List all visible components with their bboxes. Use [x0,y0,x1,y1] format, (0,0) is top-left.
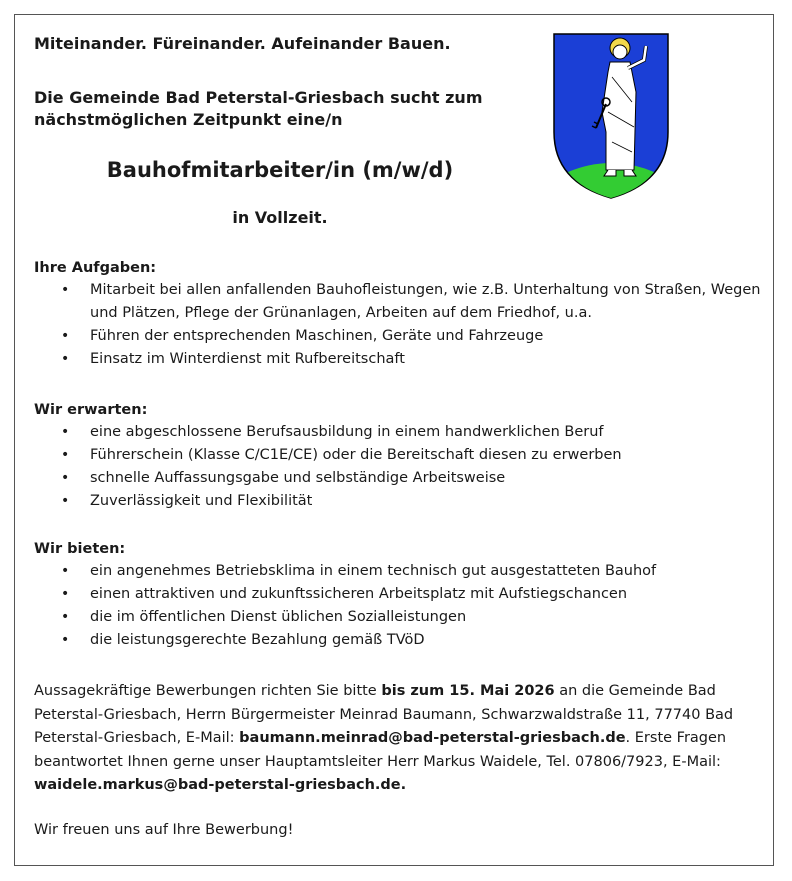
offer-section [34,541,764,652]
expect-title: Wir erwarten: [34,402,148,418]
email-link-office[interactable]: waidele.markus@bad-peterstal-griesbach.de. [34,777,407,793]
email-link-mayor[interactable]: baumann.meinrad@bad-peterstal-griesbach.de [239,730,626,746]
tasks-title: Ihre Aufgaben: [34,260,157,276]
application-part1: Aussagekräftige Bewerbungen richten Sie bitte [34,683,382,699]
list-item: • die leistungsgerechte Bezahlung gemäß TVöD [34,629,764,652]
tasks-section [34,260,764,371]
list-item: • Mitarbeit bei allen anfallenden Bauhofleistungen, wie z.B. Unterhaltung von Straßen, Wegen und Plätzen, Pflege der Grünanlagen, Arbeiten auf dem Friedhof, u.a. [34,279,764,325]
application-text [34,680,764,798]
list-item: • Führerschein (Klasse C/C1E/CE) oder die Bereitschaft diesen zu erwerben [34,444,764,467]
application-part2: an die Gemeinde Bad Peterstal-Griesbach, Herrn Bürgermeister Meinrad Baumann, Schwarzwaldstraße 11, 77740 Bad Peterstal-Griesbach, E-Mail: [34,683,734,746]
application-deadline: bis zum 15. Mai 2026 [381,683,555,699]
expect-section [34,402,764,513]
list-item: • einen attraktiven und zukunftssicheren Arbeitsplatz mit Aufstiegschancen [34,583,764,606]
list-item: • schnelle Auffassungsgabe und selbständige Arbeitsweise [34,467,764,490]
list-item: • Führen der entsprechenden Maschinen, Geräte und Fahrzeuge [34,325,764,348]
list-item: • ein angenehmes Betriebsklima in einem technisch gut ausgestatteten Bauhof [34,560,764,583]
slogan: Miteinander. Füreinander. Aufeinander Bauen. [34,34,451,53]
list-item: • Einsatz im Winterdienst mit Rufbereitschaft [34,348,764,371]
offer-title: Wir bieten: [34,541,126,557]
closing-line: Wir freuen uns auf Ihre Bewerbung! [34,822,294,838]
list-item: • eine abgeschlossene Berufsausbildung in einem handwerklichen Beruf [34,421,764,444]
work-time: in Vollzeit. [232,208,328,227]
coat-of-arms-icon [552,32,670,200]
list-item: • Zuverlässigkeit und Flexibilität [34,490,764,513]
job-title: Bauhofmitarbeiter/in (m/w/d) [106,158,454,182]
intro-text: Die Gemeinde Bad Peterstal-Griesbach sucht zum nächstmöglichen Zeitpunkt eine/n [34,88,483,129]
list-item: • die im öffentlichen Dienst üblichen Sozialleistungen [34,606,764,629]
application-part3: . Erste Fragen beantwortet Ihnen gerne unser Hauptamtsleiter Herr Markus Waidele, Tel. 07806/7923, E-Mail: [34,730,727,770]
